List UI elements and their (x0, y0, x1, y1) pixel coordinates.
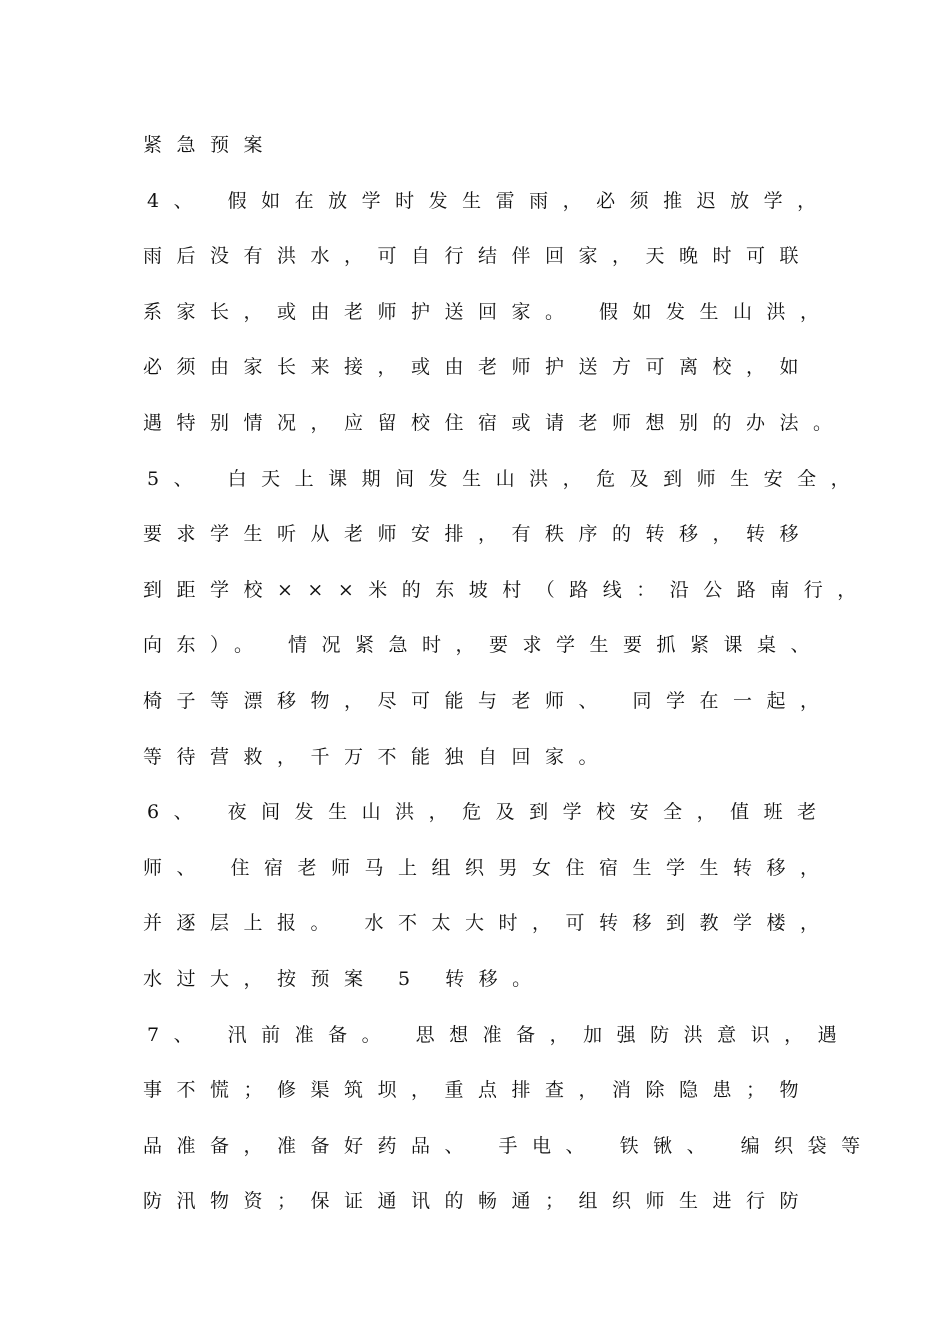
paragraph-line: 向东）。 情况紧急时，要求学生要抓紧课桌、 (143, 634, 825, 657)
paragraph-line: 事不慌；修渠筑坝，重点排查，消除隐患；物 (143, 1079, 814, 1102)
paragraph-line: 系家长，或由老师护送回家。 假如发生山洪， (143, 300, 834, 323)
paragraph-line: 遇特别情况，应留校住宿或请老师想别的办法。 (143, 411, 847, 434)
paragraph-line: 要求学生听从老师安排，有秩序的转移，转移 (143, 523, 814, 546)
paragraph-line: 雨后没有洪水，可自行结伴回家，天晚时可联 (143, 245, 814, 268)
paragraph-line: 4、 假如在放学时发生雷雨，必须推迟放学， (147, 189, 831, 212)
paragraph-line: 5、 白天上课期间发生山洪，危及到师生安全， (147, 467, 865, 490)
paragraph-line: 7、 汛前准备。 思想准备，加强防洪意识，遇 (147, 1023, 852, 1046)
paragraph-line: 等待营救，千万不能独自回家。 (143, 745, 613, 768)
paragraph-line: 到距学校×××米的东坡村（路线：沿公路南行， (143, 578, 871, 601)
paragraph-line: 品准备，准备好药品、 手电、 铁锹、 编织袋等 (143, 1134, 875, 1157)
paragraph-line: 防汛物资；保证通讯的畅通；组织师生进行防 (143, 1190, 814, 1213)
paragraph-line: 并逐层上报。 水不太大时，可转移到教学楼， (143, 912, 834, 935)
section-heading: 紧急预案 (143, 134, 278, 156)
paragraph-line: 水过大，按预案 5 转移。 (143, 967, 546, 990)
paragraph-line: 必须由家长来接，或由老师护送方可离校，如 (143, 356, 814, 379)
paragraph-line: 师、 住宿老师马上组织男女住宿生学生转移， (143, 856, 834, 879)
paragraph-line: 6、 夜间发生山洪，危及到学校安全，值班老 (147, 801, 831, 824)
paragraph-line: 椅子等漂移物，尽可能与老师、 同学在一起， (143, 689, 834, 712)
document-body (143, 125, 875, 1237)
